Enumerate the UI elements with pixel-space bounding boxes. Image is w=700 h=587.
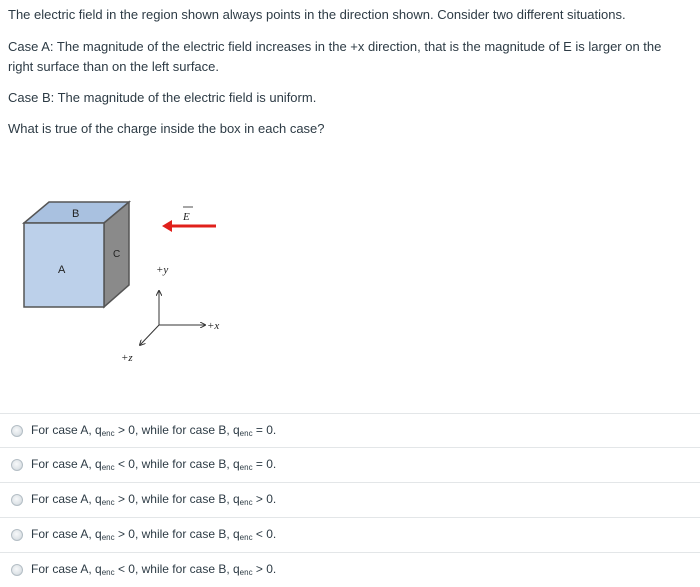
answer-label: For case A, qenc < 0, while for case B, qenc > 0. [31, 562, 277, 577]
radio-button[interactable] [11, 494, 23, 506]
radio-button[interactable] [11, 459, 23, 471]
face-label-b: B [72, 208, 80, 220]
gauss-box-figure [0, 185, 260, 385]
axis-label-y: +y [156, 264, 169, 276]
radio-button[interactable] [11, 564, 23, 576]
answer-option-2[interactable] [0, 447, 700, 481]
answer-option-3[interactable] [0, 482, 700, 516]
answer-label: For case A, qenc > 0, while for case B, qenc < 0. [31, 527, 277, 542]
answer-option-5[interactable] [0, 552, 700, 586]
radio-button[interactable] [11, 529, 23, 541]
axis-label-x: +x [207, 320, 220, 332]
question-paragraph-1: The electric field in the region shown always points in the direction shown. Consider two different situations. [8, 7, 626, 22]
axis-label-z: +z [121, 352, 133, 364]
question-paragraph-2: Case A: The magnitude of the electric field increases in the +x direction, that is the magnitude of E is larger on the right surface than on the left surface. [8, 39, 662, 74]
answer-option-1[interactable] [0, 413, 700, 447]
radio-button[interactable] [11, 425, 23, 437]
field-label: E [183, 211, 190, 223]
z-axis [140, 325, 159, 345]
field-arrowhead [162, 220, 172, 232]
answer-label: For case A, qenc < 0, while for case B, qenc = 0. [31, 457, 277, 472]
question-paragraph-3: Case B: The magnitude of the electric field is uniform. [8, 90, 317, 105]
question-paragraph-4: What is true of the charge inside the box in each case? [8, 121, 325, 136]
answer-label: For case A, qenc > 0, while for case B, qenc > 0. [31, 492, 277, 507]
answer-option-4[interactable] [0, 517, 700, 551]
face-label-a: A [58, 264, 66, 276]
answer-label: For case A, qenc > 0, while for case B, qenc = 0. [31, 423, 277, 438]
face-label-c: C [113, 249, 121, 260]
